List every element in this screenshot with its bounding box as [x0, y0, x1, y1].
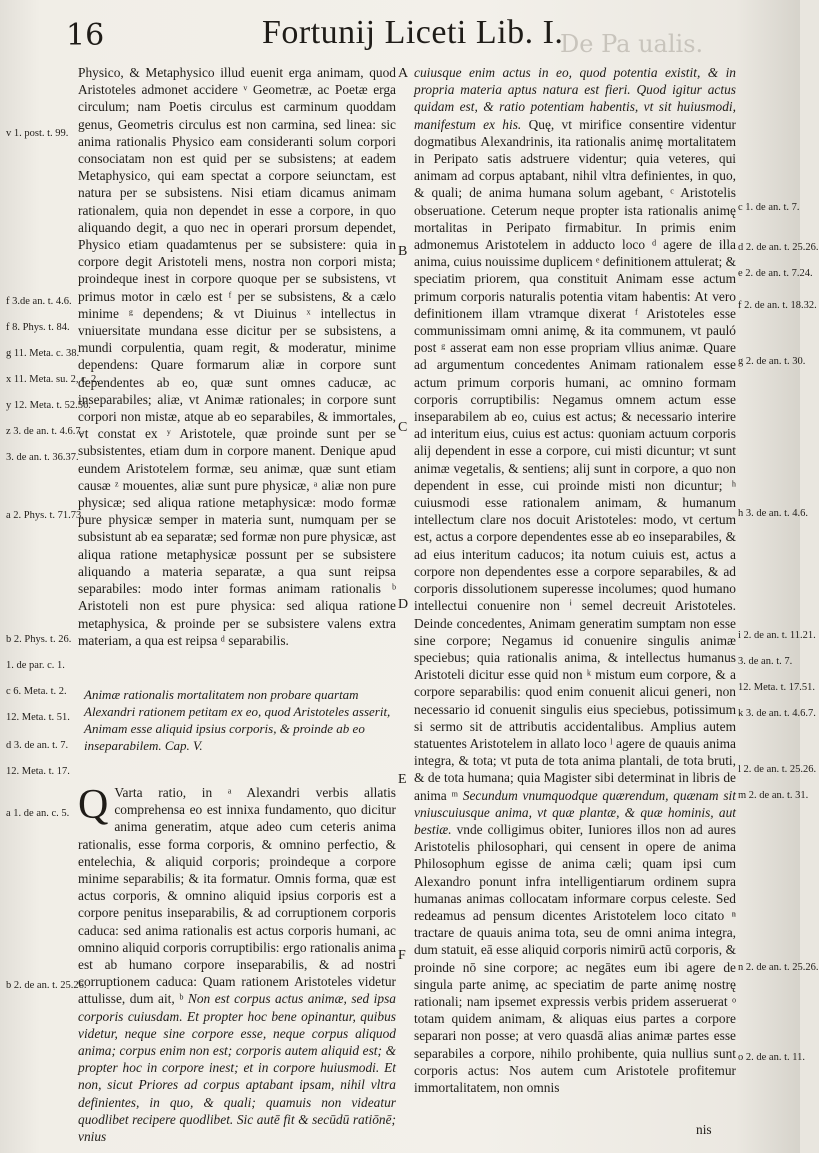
section-letter-c: C: [398, 420, 408, 435]
chapter-heading: Animæ rationalis mortalitatem non probare quartam Alexandri rationem petitam ex eo, quod Aristoteles asserit, Animam esse aliquid ipsius corporis, & proinde ab eo inseparabilem. Cap. V.: [84, 687, 391, 753]
left-paragraph-2: [78, 784, 396, 1145]
margin-note: o 2. de an. t. 11.: [738, 1052, 805, 1063]
margin-note: e 2. de an. t. 7.24.: [738, 268, 813, 279]
margin-note: 3. de an. t. 7.: [738, 656, 793, 667]
margin-note: k 3. de an. t. 4.6.7.: [738, 708, 816, 719]
margin-note: g 2. de an. t. 30.: [738, 356, 806, 367]
margin-note: 3. de an. t. 36.37.: [6, 452, 79, 463]
drop-cap: Q: [78, 782, 109, 828]
left-paragraph-2-quote: Non est corpus actus animæ, sed ipsa corporis cuiusdam. Et propter hoc bene opinantur, quibus videtur, neque sine corpore esse, neque corpus aliquod anima; corpus enim non est; corporis autem aliquid est; & propter hoc in corpore inest; et in corpore huiusmodi. Et non, sicut Priores ad corpus aptabant ipsam, nihil vltra definientes, in quo, & quali; quamuis non videatur quodlibet recipere quodlibet. Sic autē fit & secūdū ratiōnē; vnius: [78, 991, 397, 1145]
margin-note: c 6. Meta. t. 2.: [6, 686, 67, 697]
margin-note: z 3. de an. t. 4.6.7.: [6, 426, 84, 437]
left-column-2: [78, 784, 396, 1145]
left-paragraph-1: Physico, & Metaphysico illud euenit erga animam, quod Aristoteles admonet accidere ᵛ Geometræ, ac Poetæ erga circulum; nam Poetis circulus est carminum quoddam genus, Geometris circulus est non carmina, sed linea: sic anima rationalis Physico eam consideranti solum corpori consociatam non est quid per se subsistens; at eadem Metaphysico, qui eam spectat a corpore seiunctam, est natura per se subsistens. Nisi etiam dicamus animam rationalem, quia non dependet in esse a corpore, in quo aliquando degit, a quo nec in operari prorsum dependet, Physico etiam quadamtenus per se subsistere: quia in corpore degit Aristoteli mens, nostra non corpori mista; proindeque inest in corpore quoque per se subsistens, vt primus motor in cælo est ᶠ per se subsistens, & a cælo minime ᵍ dependens; & vt Diuinus ˣ intellectus in vniuersitate mundana esse dicitur per se subsistens, a mundi corpulentia, quam regit, & moderatur, minime dependens: Quare formarum aliæ in corpore sunt dependentes ab eo, quæ sunt omnes caducæ, ac inseparabiles; aliæ, vt Animæ rationales; in corpore sunt corpori non mistæ, atque ab eo separabiles, & immortales, vt constat ex ʸ Aristotele, quæ proinde sunt per se subsistentes, etiam dum in corpore manent. Denique apud eundem Aristotelem formæ, seu animæ, quæ sunt etiam causæ ᶻ mouentes, aliæ sunt pure physicæ, ᵃ aliæ non pure physicæ; sed aliqua ratione metaphysicæ: modo formæ pure physicæ semper in materia sunt, numquam per se subsistunt ab ea separatæ; sed formæ non pure physicæ, ast aliqua ratione metaphysicæ possunt per se subsistere aliquando a materia separatæ, a qua sunt reipsa separabiles: modo inter formas animam rationalis ᵇ Aristoteli non est pure physica: sed aliqua ratione metaphysica, & proinde per se subsistere valens extra materiam, a qua est reipsa ᵈ separabilis.: [78, 65, 396, 648]
section-letter-a: A: [398, 66, 409, 81]
margin-note: g 11. Meta. c. 38.: [6, 348, 80, 359]
margin-note: y 12. Meta. t. 52.56.: [6, 400, 91, 411]
margin-note: b 2. de an. t. 25.26.: [6, 980, 87, 991]
margin-note: m 2. de an. t. 31.: [738, 790, 809, 801]
showthrough-text: De Pa ualis.: [560, 30, 704, 58]
margin-note: f 2. de an. t. 18.32.: [738, 300, 817, 311]
right-text-1: Quę, vt mirifice consentire videntur dogmatibus Alexandrinis, ita rationalis animę mortalitatem in Peripato satis adstruere videntur; quia veteres, qui animam ad corpus aptabant, nihil vltra definientes, in quo, & quali; de anima humana solum agebant, ᶜ Aristotelis obseruatione. Ceterum neque propter ista rationalis animę mortalitas in Peripato firmabitur. In primis enim admonemus Aristotelem in adducto loco ᵈ agere de illa anima, cuius nouissime duplicem ᵉ definitionem attulerat; & speciatim priorem, qua constituit Animam esse actum primum corporis naturalis potentia vitam habentis: At vero definitionem illam vtramque dixerat ᶠ Aristoteles esse communissimam omni animę, & ita communem, vt pauló post ᵍ asserat eam non esse propriam vllius animæ. Quare ad argumentum concedentes Animam rationalem esse actum primum corporis humani, ac omnino formam corporis corruptibilis: Negamus omnem actum esse inseparabilem ab eo, cuius est actus; & necessario interire ad interitum eius, cuius est actus: quoniam actuum corporis alij dependent in esse a corpore, cui misti dicuntur; vt sunt animæ vegetalis, & sentiens; alij sunt in corpore, a quo non dependent in esse, cui proinde misti non dicuntur; ʰ cuiusmodi esse rationalem animam, & humanum intellectum clare nos docuit Aristoteles: modo, vt certum est, actus a corpore dependentes esse ab eo inseparabiles, & ad eius interitum caducos; ita notum cuiuis est, actus a corpore non dependentes esse a corpore separabiles, & ad corporis dissolutionem superesse incolumes; quod humano intellectui conuenire non ⁱ semel decreuit Aristoteles. Deinde concedentes, Animam generatim sumptam non esse sine corpore; Negamus id conuenire singulis animæ speciebus; quia rationalis anima, & intellectus humanus Aristoteli dicitur esse quid non ᵏ mistum eum corpore, & a corpore separabilis: quod enim conuenit alicui generi, non necessario id conuenit singulis eius speciebus, potissimum si sermo sit de attributis accidentalibus. Amplius autem statuentes Aristotelem in allato loco ˡ agere de quauis anima integra, & tota; vt puta de tota anima plantali, de tota bruti, & de tota humana; quia Magister sibi determinat in libris de anima ᵐ: [414, 116, 736, 803]
margin-note: 12. Meta. t. 51.: [6, 712, 70, 723]
page-header: [0, 12, 800, 58]
right-quote-2: Secundum vnumquodque quærendum, quænam sit vniuscuiusque anima, vt quæ plantæ, & quæ hominis, aut bestiæ.: [414, 787, 736, 837]
running-head: Fortunij Liceti Lib. I.: [262, 14, 564, 51]
margin-note: 1. de par. c. 1.: [6, 660, 65, 671]
margin-note: d 2. de an. t. 25.26.: [738, 242, 819, 253]
section-letter-f: F: [398, 948, 406, 963]
margin-note: i 2. de an. t. 11.21.: [738, 630, 816, 641]
right-quote-1: cuiusque enim actus in eo, quod potentia existit, & in propria materia aptus natura est fieri. Quod igitur actus quidam est, & ratio potentiam habentis, vt sit huiusmodi, manifestum ex his.: [414, 65, 736, 132]
margin-note: a 1. de an. c. 5.: [6, 808, 70, 819]
margin-note: n 2. de an. t. 25.26.: [738, 962, 819, 973]
page-number: 16: [66, 18, 105, 53]
right-paragraph: [414, 64, 736, 1096]
margin-note: h 3. de an. t. 4.6.: [738, 508, 808, 519]
margin-note: f 3.de an. t. 4.6.: [6, 296, 72, 307]
left-paragraph-2-text: Varta ratio, in ᵃ Alexandri verbis allatis comprehensa eo est innixa fundamento, quo dicitur anima generatim, atque adeo cum ceteris anima rationalis, esse forma corporis, & omnino perfectio, & entelechia, & aliquid corporis; proindeque a corpore minime separabilis; & ita formatur. Omnis forma, quæ est actus corporis, & omnino aliquid ipsius corporis est a corpore penitus inseparabilis, & ad corruptionem corporis caduca: sed anima rationalis est actus corporis humani, ac omnino aliquid corporis corruptibilis: ergo rationalis anima est ab humano corpore inseparabilis, & ad nostri corruptionem caduca: Quam rationem Aristoteles videtur attulisse, dum ait, ᵇ: [78, 785, 396, 1007]
margin-note: f 8. Phys. t. 84.: [6, 322, 70, 333]
margin-note: x 11. Meta. su. 2, c. 2.: [6, 374, 99, 385]
left-column: [78, 64, 396, 649]
margin-note: v 1. post. t. 99.: [6, 128, 69, 139]
margin-note: 12. Meta. t. 17.51.: [738, 682, 815, 693]
catchword: nis: [696, 1122, 712, 1137]
right-column: [414, 64, 736, 1096]
margin-note: l 2. de an. t. 25.26.: [738, 764, 817, 775]
section-letter-d: D: [398, 597, 409, 612]
margin-note: c 1. de an. t. 7.: [738, 202, 800, 213]
section-letter-e: E: [398, 772, 407, 787]
margin-note: a 2. Phys. t. 71.73.: [6, 510, 84, 521]
margin-note: d 3. de an. t. 7.: [6, 740, 69, 751]
margin-note: b 2. Phys. t. 26.: [6, 634, 72, 645]
right-text-2: vnde colligimus obiter, Iuniores illos non ad aures Aristotelis philosophari, qui censent in opere de anima Philosophum egisse de anima cæli; quam ipsi cum Alexandro ponunt infra intelligentiarum ordinem supra humanas animas collocatam informare corpus celeste. Sed redeamus ad pensum dicentes Aristotelem loco citato ⁿ tractare de quauis anima tota, seu de omni anima integra, dum statuit, eā esse aliquid corporis nimirū actū corporis, & proinde nō sine corpore; ac negātes eum ibi agere de singula parte animę, ac speciatim de parte animę nostrę rationali; nam ipsemet expressis verbis pridem asseruerat ᵒ totam quidem animam, & aliquas eius partes a corpore separari non posse; at vero quasdā alias animæ partes esse separabiles a corpore, nihilo prohibente, quia nullius sunt corporis actus: Nos autem cum Aristotele profitemur immortalitatem, non omnis: [414, 821, 736, 1095]
section-letter-b: B: [398, 244, 408, 259]
margin-note: 12. Meta. t. 17.: [6, 766, 70, 777]
right-margin-notes: [738, 0, 819, 1153]
